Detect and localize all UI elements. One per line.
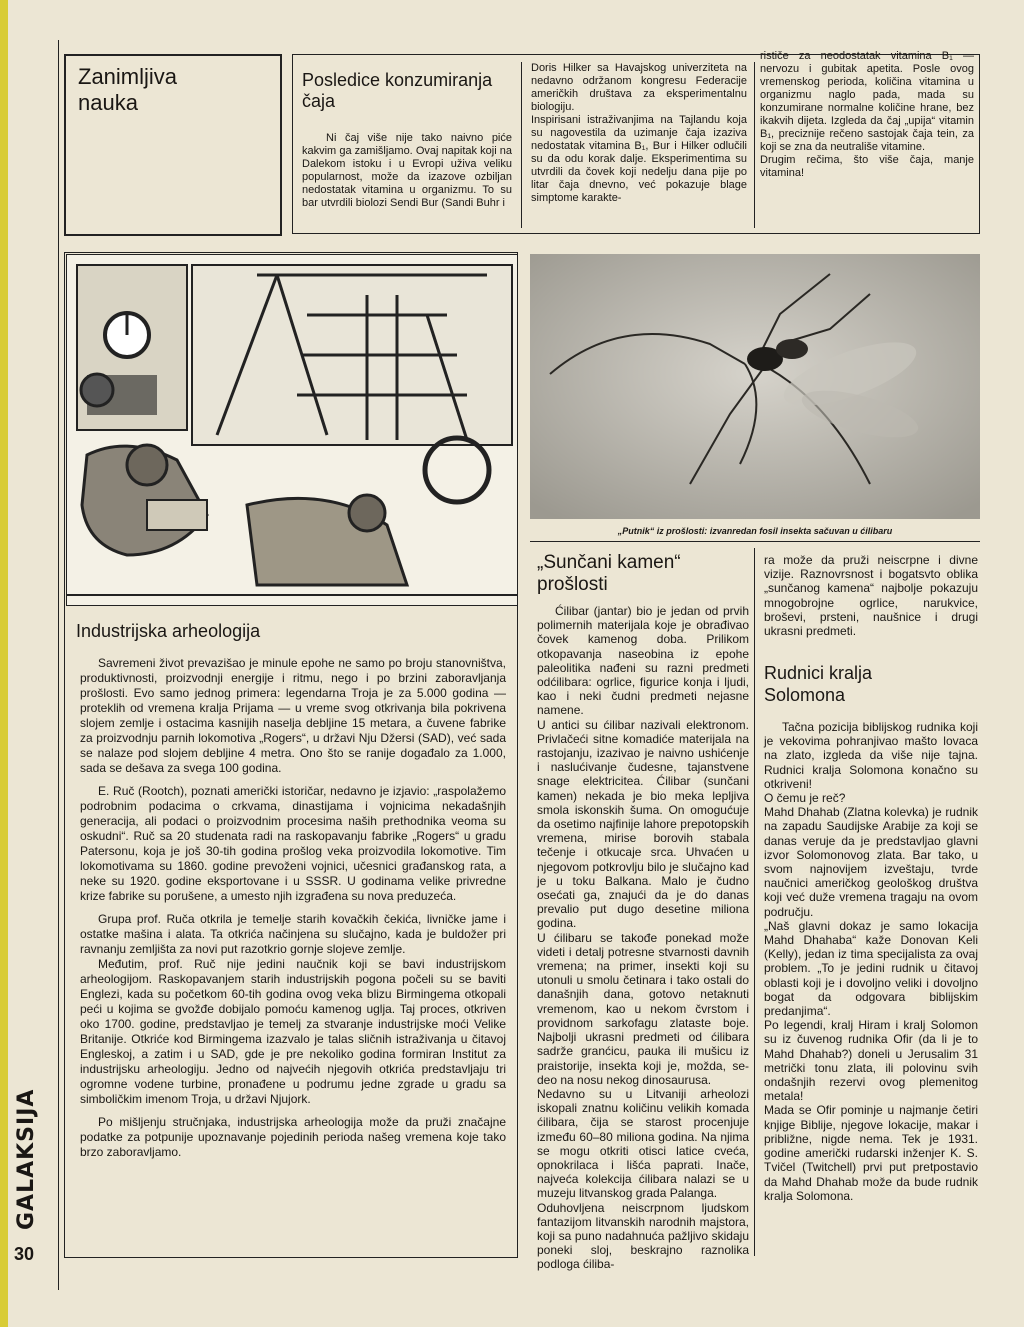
archaeology-paragraph: Po mišljenju stručnjaka, industrijska arheologija može da pruži značajne podatke za potpunije upoznavanje pojedinih perioda našeg vremena koje tako brzo zaboravljamo.	[80, 1115, 506, 1159]
archaeology-paragraph: E. Ruč (Rootch), poznati američki istoričar, nedavno je izjavio: „raspolažemo podrobnim podacima o crkvama, dinastijama i vojnicima nekadašnjih generacija, ali podaci o proizvodnim procesima naših prethodnika veoma su oskudni“. Ruč sa 20 studenata radi na raskopavanju fabrike „Rogers“ u gradu Patersonu, koja je još 30-tih godina prošlog veka proizvodila lokomotive. Tim lokomotivama su 1860. godine prevoženi vojnici, učesnici građanskog rata, a neke su 1920. godine eksportovane i u SSSR. U godinama velike privredne krize fabrike su porušene, a umesto njih izgrađena su nova preduzeća.	[80, 784, 506, 903]
tea-col2: Doris Hilker sa Havajskog univerziteta na nedavno održanom kongresu Federacije američkih društava za eksperimentalnu biologiju. Inspirisani istraživanjima na Tajlandu koja su nagovestila da uzimanje čaja izaziva nedostatak vitamina B₁, Bur i Hilker odlučili su da odu korak dalje. Eksperimentima su utvrdili da čovek koji nedelju dana pije po litar čaja dnevno, već pokazuje blage simptome karakte-	[531, 62, 747, 204]
page-number: 30	[14, 1244, 35, 1264]
tea-col1: Ni čaj više nije tako naivno piće kakvim ga zamišljamo. Ovaj napitak koji na Dalekom istoku i u Evropi uživa veliku popularnost, može da izazove ozbiljan nedostatak vitamina u organizmu. To su bar utvrdili biolozi Sendi Bur (Sandi Buhr i	[302, 132, 512, 209]
archaeology-paragraph: Savremeni život prevazišao je minule epohe ne samo po broju stanovništva, produktivnosti, proizvodnji energije i ritmu, nego i po brzini zaboravljanja prošlosti. Evo samo jednog primera: legendarna Troja je za 5.000 godina — proteklih od vremena kralja Prijama — u vreme svog otkrivanja bila pokrivena slojem zemlje i ostacima kasnijih naselja debljine 15 metara, a čuvene fabrike za proizvodnju parnih lokomotiva „Rogers“, u državi Nju Džersi (SAD), već sada se nalaze pod slojem debljine 4 metra. Ono što se ranije događalo za 1.000, sada se dešava za svega 100 godina.	[80, 656, 506, 775]
fossil-caption: „Putnik“ iz prošlosti: izvanredan fosil insekta sačuvan u ćilibaru	[617, 526, 893, 536]
yellow-edge-strip	[0, 0, 8, 1327]
tea-col3: rističe za neodostatak vitamina B₁ — nervozu i gubitak apetita. Posle ovog vremenskog perioda, količina vitamina u organizmu naglo pada, mada su konzumirane normalne količine hrane, bez ikakvih dijeta. Izgleda da čaj „upija“ vitamin B₁, preciznije rečeno sastojak čaja tein, za koji se zna da neutrališe vitamine. Drugim rečima, što više čaja, manje vitamina!	[760, 50, 974, 179]
solomon-text: Tačna pozicija biblijskog rudnika koji je vekovima pohranjivao mašto lovaca na zlato, izgleda da više nije tajna. Rudnici kralja Solomona konačno su otkriveni! O čemu je reč? Mahd Dhahab (Zlatna kolevka) je rudnik na zapadu Saudijske Arabije za koji se danas veruje da je predstavljao glavni izvor Solomonovog zlata. Bar tako, u svom najnovijem izveštaju, tvrde naučnici američkog geološkog društva koji već duže vremena tragaju na ovom području. „Naš glavni dokaz je samo lokacija Mahd Dhahaba“ kaže Donovan Keli (Kelly), jedan iz tima specijalista za ovaj problem. „To je jedini rudnik u čitavoj oblasti koji je i dovoljno veliki i dovoljno bogat da odgovara biblijskim predanjima“. Po legendi, kralj Hiram i kralj Solomon su iz čuvenog rudnika Ofir (da li je to Mahd Dhahab?) doneli u Jerusalim 31 metrički tonu zlata, ili polovinu svih ondašnjih rezervi ovog plemenitog metala! Mada se Ofir pominje u najmanje četiri knjige Biblije, njegove lokacije, makar i približne, nigde nema. Tek je 1931. godine američki rudarski inženjer K. S. Tvičel (Twitchell) prvi put pretpostavio da Mahd Dhahab može da bude rudnik kralja Solomona.	[764, 720, 978, 1203]
amber-title: „Sunčani kamen“ prošlosti	[537, 552, 681, 595]
caption-rule	[530, 541, 980, 542]
tea-title: Posledice konzumiranja čaja	[302, 70, 493, 111]
amber-col1: Ćilibar (jantar) bio je jedan od prvih polimernih materijala koje je obrađivao čovek kamenog doba. Prilikom otkopavanja naseobina iz epohe paleolitika nađeni su razni predmeti odćilibara: ogrlice, figurice konja i ljudi, kao i neki čudni predmeti nejasne namene. U antici su ćilibar nazivali elektronom. Privlačeći sitne komadiće materijala na rastojanju, izazivao je naivno ushićenje i naslućivanje čudesne, tajanstvene snage elektricitea. Ćilibar (sunčani kamen) nekada je bio meka lepljiva smola iskonskih šuma. On omogućuje da osetimo najfinije lahore prepotopskih vremena, mirise borovih stabala tečenje i otkucaje srca. Uhvaćen u njegovom potkrovlju bilo je slučajno kad je u toku Balkana. Malo je čudno osećati ga, znajući da je do danas prevalio put dugo desetine miliona godina. U ćilibaru se takođe ponekad može videti i detalj potresne stvarnosti davnih vremena; na primer, insekti koji su utonuli u smolu četinara i tako ostali do današnjih dana, gotovo netaknuti vremenom, kao u nekom čvrstom i providnom sarkofagu zlataste boje. Najbolji ukrasni predmeti od ćilibara sadrže granćicu, pauka ili mušicu iz praistorije, insekta koji je, možda, se-deo na nosu nekog dinosaurusa. Nedavno su u Litvaniji arheolozi iskopali znatnu količinu velikih komada ćilibara, čija se starost procenjuje između 60–80 miliona godina. Na njima se mogu otkriti otisci latice cveća, opnokrilaca i lišća paprati. Inače, najveća kolekcija ćilibara nalazi se u muzeju litvanskog grada Palanga. Oduhovljena neiscrpnom ljudskom fantazijom litvanskih narodnih majstora, koji sa puno nadahnuća pažljivo skidaju poneki sloj, beskrajno raznolika podloga ćiliba-	[537, 604, 749, 1272]
solomon-title: Rudnici kralja Solomona	[764, 663, 873, 705]
amber-divider	[754, 548, 755, 1256]
section-label-box	[64, 54, 282, 236]
archaeology-title: Industrijska arheologija	[76, 621, 261, 641]
archaeology-frame	[64, 252, 518, 1258]
archaeology-paragraph: Međutim, prof. Ruč nije jedini naučnik koji se bavi industrijskom arheologijom. Raskopavanjem starih industrijskih pogona počeli su se baviti Englezi, kada su početkom 60-tih godina ovog veka blizu Birmingema otkopali peći u kojima se gvožđe dobijalo pomoću kamenog uglja. Taj proces, otkriven oko 1700. godine, predstavljao je temelj za stvaranje industrijske moći Velike Britanije. Otkriće kod Birmingema izazvalo je talas sličnih istraživanja u čitavoj Engleskoj, a zatim i u SAD, gde je pre nekoliko godina formiran Institut za industrijsku arheologiju. Jedno od najvećih njegovih otkrića predstavljaju tri ogromne vodene turbine, pronađene u podrumu jedne zgrade u gradu sa simboličkim imenom Troja, u državi Njujork.	[80, 957, 506, 1106]
tea-divider-2	[754, 62, 755, 228]
margin-rule	[58, 40, 59, 1290]
magazine-logo: GALAKSIJA	[14, 1088, 39, 1230]
amber-col2: ra može da pruži neiscrpne i divne vizije. Raznovrsnost i bogatsvto oblika „sunčanog kamena“ najbolje pokazuju mnogobrojne ogrlice, narukvice, broševi, prsteni, naušnice i drugi ukrasni predmeti.	[764, 553, 978, 639]
tea-divider-1	[521, 62, 522, 228]
fossil-image	[530, 254, 980, 519]
section-label: Zanimljiva nauka	[78, 64, 178, 115]
amber-fossil-photo	[530, 254, 980, 519]
archaeology-paragraph: Grupa prof. Ruča otkrila je temelje starih kovačkih čekića, livničke jame i ostatke mašina i alata. Ta otkrića načinjena su slučajno, kada je buldožer pri ravnanju zemljišta za novi put razotkrio gornje slojeve zemlje.	[80, 912, 506, 956]
